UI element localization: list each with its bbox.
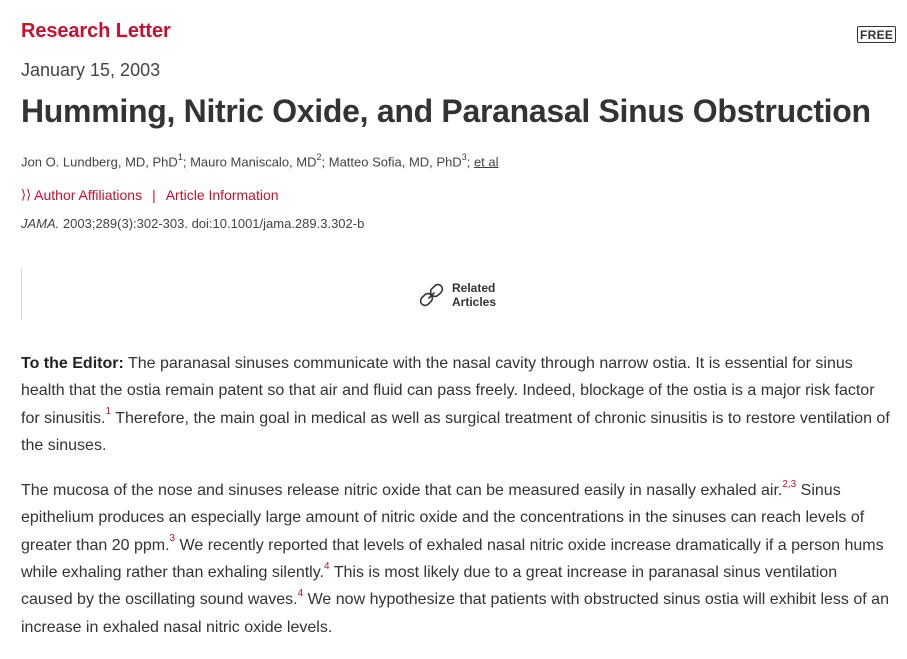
related-articles-label: Related Articles bbox=[452, 281, 497, 309]
author-affil-ref: 2 bbox=[316, 152, 322, 162]
free-badge: FREE bbox=[857, 26, 896, 43]
reference-link[interactable]: 3 bbox=[169, 533, 176, 545]
article-type-link[interactable]: Research Letter bbox=[21, 20, 171, 42]
lead-in: To the Editor: bbox=[21, 355, 124, 372]
reference-link[interactable]: 2,3 bbox=[782, 478, 797, 490]
author-name: Matteo Sofia, MD, PhD bbox=[328, 154, 462, 170]
body-paragraph bbox=[21, 477, 893, 641]
author-list: Jon O. Lundberg, MD, PhD$^1$; Mauro Maniscalo, $MD^2$; Matteo Sofia, MD, PhD$^3$; et al bbox=[21, 152, 499, 170]
body-paragraph bbox=[21, 350, 893, 459]
page-title: Humming, Nitric Oxide, and Paranasal Sinus Obstruction bbox=[21, 93, 871, 129]
reference-link[interactable]: 4 bbox=[324, 560, 330, 572]
body-text: This is most likely due to a great increase in paranasal sinus ventilation caused by the oscillating sound waves. bbox=[21, 564, 838, 609]
author-affil-ref: 1 bbox=[177, 152, 183, 162]
author-name: Jon O. Lundberg, MD, PhD bbox=[21, 154, 178, 170]
body-text: Therefore, the main goal in medical as well as surgical treatment of chronic sinusitis is to restore ventilation of the sinuses. bbox=[21, 409, 890, 454]
article-info-links bbox=[21, 187, 279, 203]
link-icon bbox=[420, 282, 444, 308]
chevron-right-icon: ⟩⟩ bbox=[21, 187, 32, 202]
related-articles-button[interactable] bbox=[420, 279, 510, 311]
article-information-link[interactable]: Article Information bbox=[165, 187, 279, 203]
reference-link[interactable]: 4 bbox=[297, 588, 304, 600]
body-text: We now hypothesize that patients with obstructed sinus ostia will exhibit less of an increase in exhaled nasal nitric oxide levels. bbox=[21, 591, 889, 636]
article-body bbox=[21, 350, 893, 659]
author-name: Mauro Maniscalo, MD bbox=[190, 154, 317, 170]
author-affiliations-link[interactable]: Author Affiliations bbox=[34, 187, 143, 203]
citation-journal: JAMA. bbox=[21, 216, 60, 231]
related-articles-panel bbox=[21, 268, 892, 320]
body-text: The paranasal sinuses communicate with the nasal cavity through narrow ostia. It is essential for sinus health that the ostia remain patent so that air and fluid can pass freely. Indeed, blockage of the ostia is a major risk factor for sinusitis. bbox=[21, 355, 875, 427]
citation bbox=[21, 216, 364, 231]
citation-reference: 2003;289(3):302-303. doi:10.1001/jama.289.3.302-b bbox=[62, 216, 365, 231]
et-al-link[interactable]: et al bbox=[473, 154, 499, 170]
author-affil-ref: 3 bbox=[461, 152, 467, 162]
body-text: Sinus epithelium produces an especially large amount of nitric oxide and the concentrations in the sinuses can reach levels of greater than 20 ppm. bbox=[21, 482, 865, 554]
body-text: We recently reported that levels of exhaled nasal nitric oxide increase dramatically if a person hums while exhaling rather than exhaling silently. bbox=[21, 536, 884, 582]
body-text: The mucosa of the nose and sinuses release nitric oxide that can be measured easily in nasally exhaled air. bbox=[21, 482, 783, 500]
publication-date: January 15, 2003 bbox=[21, 60, 161, 80]
link-separator: | bbox=[152, 187, 156, 203]
reference-link[interactable]: 1 bbox=[105, 406, 112, 418]
